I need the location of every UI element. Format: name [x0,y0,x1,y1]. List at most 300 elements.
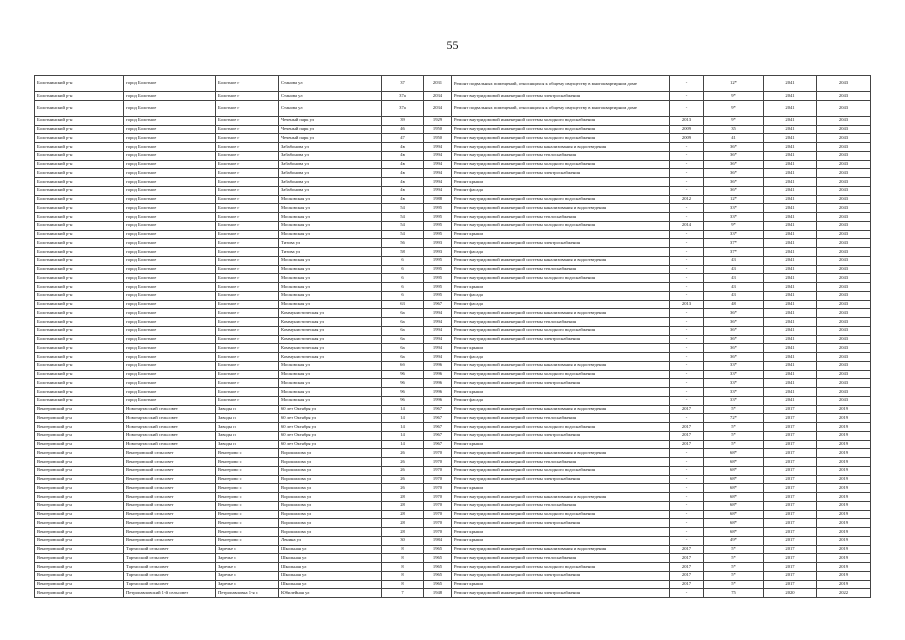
cell-year-built: 1970 [424,493,452,502]
cell-wear: 5* [704,440,764,449]
cell-wear: 5* [704,431,764,440]
cell-year-built: 1994 [424,151,452,160]
cell-start-year: 2017 [764,475,817,484]
cell-municipality: Венгеровский сельсовет [124,449,216,458]
cell-end-year: 2019 [817,414,871,423]
cell-last-repair-year: - [670,353,704,362]
cell-wear: 68* [704,510,764,519]
cell-municipality: город Болотное [124,125,216,134]
cell-house: 26 [382,484,424,493]
cell-wear: 68* [704,466,764,475]
table-row [35,545,871,554]
cell-start-year: 2017 [764,510,817,519]
cell-year-built: 1995 [424,274,452,283]
cell-work-type: Ремонт крыши [452,344,670,353]
cell-last-repair-year: - [670,501,704,510]
cell-municipality: Венгеровский сельсовет [124,466,216,475]
cell-municipality: Новотартасский сельсовет [124,405,216,414]
table-row [35,274,871,283]
cell-last-repair-year: - [670,466,704,475]
cell-street: Московская ул [279,396,382,405]
cell-last-repair-year: - [670,361,704,370]
cell-last-repair-year: - [670,151,704,160]
cell-district: Венгеровский р-н [35,484,124,493]
cell-year-built: 1996 [424,396,452,405]
cell-work-type: Ремонт фасада [452,291,670,300]
cell-municipality: город Болотное [124,116,216,125]
cell-district: Болотнинский р-н [35,396,124,405]
cell-start-year: 2017 [764,493,817,502]
cell-house: 96 [382,370,424,379]
cell-work-type: Ремонт внутридомовой инженерной системы электроснабжения [452,519,670,528]
cell-last-repair-year: - [670,239,704,248]
cell-work-type: Ремонт крыши [452,230,670,239]
cell-district: Болотнинский р-н [35,344,124,353]
cell-settlement: Болотное г [216,309,279,318]
cell-municipality: город Болотное [124,396,216,405]
cell-settlement: Болотное г [216,160,279,169]
cell-year-built: 1967 [424,440,452,449]
cell-start-year: 2017 [764,466,817,475]
cell-year-built: 1995 [424,283,452,292]
cell-municipality: Венгеровский сельсовет [124,510,216,519]
cell-wear: 36* [704,143,764,152]
cell-last-repair-year: - [670,536,704,545]
cell-district: Болотнинский р-н [35,151,124,160]
cell-year-built: 1996 [424,361,452,370]
cell-settlement: Болотное г [216,300,279,309]
cell-municipality: Венгеровский сельсовет [124,484,216,493]
cell-work-type: Ремонт фасада [452,300,670,309]
cell-street: Коммунистическая ул [279,309,382,318]
cell-house: 6а [382,309,424,318]
cell-district: Болотнинский р-н [35,186,124,195]
cell-last-repair-year: - [670,335,704,344]
repair-schedule-table [34,75,871,598]
cell-end-year: 2043 [817,100,871,116]
table-row [35,388,871,397]
cell-start-year: 2041 [764,100,817,116]
cell-settlement: Заречье с [216,554,279,563]
cell-house: 4в [382,169,424,178]
cell-year-built: 1965 [424,545,452,554]
cell-district: Венгеровский р-н [35,589,124,598]
table-row [35,353,871,362]
cell-work-type: Ремонт внутридомовой инженерной системы канализования и водоотведения [452,204,670,213]
cell-end-year: 2043 [817,151,871,160]
cell-year-built: 1995 [424,204,452,213]
table-row [35,134,871,143]
cell-wear: 43 [704,256,764,265]
cell-street: Забабонова ул [279,151,382,160]
cell-start-year: 2017 [764,449,817,458]
cell-year-built: 1995 [424,213,452,222]
cell-settlement: Венгерово с [216,458,279,467]
cell-end-year: 2043 [817,370,871,379]
cell-house: 14 [382,431,424,440]
cell-street: Ворошилова ул [279,501,382,510]
cell-municipality: Новотартасский сельсовет [124,414,216,423]
cell-wear: 43 [704,265,764,274]
cell-house: 6а [382,326,424,335]
cell-year-built: 1994 [424,353,452,362]
cell-start-year: 2041 [764,256,817,265]
cell-municipality: город Болотное [124,283,216,292]
table-row [35,143,871,152]
cell-district: Болотнинский р-н [35,309,124,318]
cell-street: Московская ул [279,283,382,292]
cell-street: Ворошилова ул [279,458,382,467]
cell-district: Болотнинский р-н [35,265,124,274]
cell-municipality: город Болотное [124,195,216,204]
cell-end-year: 2019 [817,554,871,563]
cell-street: Ворошилова ул [279,466,382,475]
cell-settlement: Болотное г [216,221,279,230]
cell-municipality: город Болотное [124,230,216,239]
cell-end-year: 2043 [817,134,871,143]
cell-work-type: Ремонт внутридомовой инженерной системы канализования и водоотведения [452,545,670,554]
cell-work-type: Ремонт внутридомовой инженерной системы теплоснабжения [452,458,670,467]
cell-last-repair-year: 2009 [670,125,704,134]
cell-end-year: 2019 [817,440,871,449]
cell-settlement: Болотное г [216,283,279,292]
cell-start-year: 2041 [764,388,817,397]
cell-last-repair-year: 2017 [670,405,704,414]
table-row [35,475,871,484]
cell-end-year: 2043 [817,291,871,300]
cell-work-type: Ремонт внутридомовой инженерной системы холодного водоснабжения [452,466,670,475]
table-row [35,344,871,353]
cell-year-built: 1984 [424,536,452,545]
cell-last-repair-year: - [670,230,704,239]
cell-district: Болотнинский р-н [35,134,124,143]
cell-street: Ворошилова ул [279,510,382,519]
cell-street: Забабонова ул [279,178,382,187]
cell-start-year: 2041 [764,361,817,370]
cell-last-repair-year: 2017 [670,431,704,440]
repair-schedule-table-wrapper [34,75,870,598]
cell-municipality: город Болотное [124,256,216,265]
cell-municipality: город Болотное [124,274,216,283]
cell-last-repair-year: 2013 [670,116,704,125]
cell-municipality: город Болотное [124,213,216,222]
cell-start-year: 2041 [764,204,817,213]
cell-end-year: 2019 [817,536,871,545]
cell-district: Болотнинский р-н [35,221,124,230]
cell-wear: 5* [704,580,764,589]
cell-year-built: 1970 [424,458,452,467]
cell-settlement: Венгерово с [216,484,279,493]
cell-wear: 5* [704,571,764,580]
cell-work-type: Ремонт крыши [452,283,670,292]
cell-district: Венгеровский р-н [35,449,124,458]
cell-work-type: Ремонт внутридомовой инженерной системы электроснабжения [452,431,670,440]
cell-house: 30 [382,536,424,545]
cell-end-year: 2043 [817,186,871,195]
cell-end-year: 2043 [817,361,871,370]
cell-street: Коммунистическая ул [279,318,382,327]
cell-year-built: 1996 [424,379,452,388]
cell-start-year: 2041 [764,396,817,405]
table-row [35,160,871,169]
cell-district: Венгеровский р-н [35,528,124,537]
cell-wear: 5* [704,423,764,432]
cell-start-year: 2041 [764,213,817,222]
cell-street: Станова ул [279,76,382,92]
cell-year-built: 1994 [424,318,452,327]
cell-year-built: 1970 [424,501,452,510]
table-row [35,76,871,92]
cell-wear: 36* [704,178,764,187]
table-row [35,178,871,187]
cell-work-type: Ремонт внутридомовой инженерной системы холодного водоснабжения [452,160,670,169]
cell-municipality: город Болотное [124,388,216,397]
cell-wear: 9* [704,221,764,230]
cell-settlement: Болотное г [216,265,279,274]
cell-street: Московская ул [279,274,382,283]
cell-work-type: Ремонт внутридомовой инженерной системы теплоснабжения [452,213,670,222]
cell-municipality: город Болотное [124,379,216,388]
cell-year-built: 1995 [424,291,452,300]
cell-house: 58 [382,248,424,257]
table-row [35,100,871,116]
cell-end-year: 2043 [817,300,871,309]
cell-settlement: Болотное г [216,248,279,257]
cell-settlement: Заводы п [216,423,279,432]
cell-work-type: Ремонт крыши [452,536,670,545]
cell-street: 60 лет Октября ул [279,414,382,423]
cell-house: 26 [382,475,424,484]
cell-district: Болотнинский р-н [35,125,124,134]
cell-year-built: 1994 [424,309,452,318]
cell-settlement: Болотное г [216,326,279,335]
table-row [35,291,871,300]
cell-house: 6 [382,265,424,274]
cell-street: Московская ул [279,388,382,397]
cell-settlement: Венгерово с [216,510,279,519]
cell-municipality: город Болотное [124,361,216,370]
table-row [35,326,871,335]
cell-year-built: 1994 [424,169,452,178]
cell-start-year: 2017 [764,431,817,440]
cell-house: 28 [382,493,424,502]
cell-settlement: Венгерово с [216,493,279,502]
cell-last-repair-year: - [670,493,704,502]
cell-municipality: город Болотное [124,178,216,187]
cell-end-year: 2019 [817,484,871,493]
cell-start-year: 2041 [764,379,817,388]
cell-work-type: Ремонт внутридомовой инженерной системы теплоснабжения [452,554,670,563]
cell-municipality: город Болотное [124,92,216,101]
cell-house: 96 [382,396,424,405]
cell-street: Забабонова ул [279,186,382,195]
cell-work-type: Ремонт внутридомовой инженерной системы канализования и водоотведения [452,143,670,152]
cell-settlement: Венгерово с [216,449,279,458]
cell-house: 56 [382,239,424,248]
cell-year-built: 1950 [424,125,452,134]
cell-end-year: 2043 [817,283,871,292]
cell-work-type: Ремонт внутридомовой инженерной системы электроснабжения [452,92,670,101]
cell-work-type: Ремонт внутридомовой инженерной системы электроснабжения [452,571,670,580]
cell-settlement: Болотное г [216,92,279,101]
cell-house: 6а [382,344,424,353]
cell-municipality: город Болотное [124,76,216,92]
cell-end-year: 2043 [817,178,871,187]
cell-wear: 33* [704,230,764,239]
cell-street: Станова ул [279,100,382,116]
cell-year-built: 1970 [424,466,452,475]
cell-house: 28 [382,528,424,537]
cell-street: Московская ул [279,379,382,388]
cell-district: Венгеровский р-н [35,458,124,467]
cell-work-type: Ремонт фасада [452,186,670,195]
cell-start-year: 2041 [764,344,817,353]
cell-house: 6а [382,335,424,344]
cell-start-year: 2041 [764,291,817,300]
cell-wear: 35 [704,125,764,134]
cell-year-built: 1994 [424,326,452,335]
cell-start-year: 2041 [764,143,817,152]
cell-work-type: Ремонт крыши [452,178,670,187]
cell-municipality: город Болотное [124,143,216,152]
cell-last-repair-year: - [670,291,704,300]
cell-start-year: 2041 [764,335,817,344]
cell-street: Титова ул [279,239,382,248]
cell-municipality: Тартасский сельсовет [124,545,216,554]
table-row [35,204,871,213]
cell-last-repair-year: - [670,169,704,178]
cell-settlement: Заречье с [216,545,279,554]
table-row [35,151,871,160]
cell-settlement: Заводы п [216,431,279,440]
cell-district: Болотнинский р-н [35,300,124,309]
cell-last-repair-year: - [670,475,704,484]
cell-settlement: Венгерово с [216,466,279,475]
cell-work-type: Ремонт внутридомовой инженерной системы канализования и водоотведения [452,256,670,265]
cell-start-year: 2041 [764,300,817,309]
cell-municipality: Новотартасский сельсовет [124,431,216,440]
cell-municipality: город Болотное [124,335,216,344]
cell-wear: 36* [704,335,764,344]
cell-house: 8 [382,554,424,563]
cell-house: 39 [382,116,424,125]
cell-end-year: 2043 [817,92,871,101]
cell-district: Венгеровский р-н [35,466,124,475]
cell-start-year: 2017 [764,563,817,572]
cell-work-type: Ремонт внутридомовой инженерной системы электроснабжения [452,239,670,248]
cell-end-year: 2043 [817,76,871,92]
cell-start-year: 2041 [764,318,817,327]
cell-house: 6а [382,353,424,362]
cell-last-repair-year: - [670,76,704,92]
table-row [35,501,871,510]
cell-wear: 5* [704,405,764,414]
cell-year-built: 1996 [424,370,452,379]
cell-last-repair-year: - [670,265,704,274]
page-number: 55 [446,38,459,52]
cell-work-type: Ремонт внутридомовой инженерной системы холодного водоснабжения [452,125,670,134]
cell-last-repair-year: 2014 [670,221,704,230]
cell-district: Болотнинский р-н [35,248,124,257]
cell-work-type: Ремонт внутридомовой инженерной системы электроснабжения [452,335,670,344]
cell-wear: 36* [704,353,764,362]
cell-settlement: Болотное г [216,388,279,397]
cell-start-year: 2017 [764,405,817,414]
cell-end-year: 2043 [817,309,871,318]
cell-street: Московская ул [279,230,382,239]
cell-street: Ворошилова ул [279,449,382,458]
table-row [35,248,871,257]
cell-start-year: 2017 [764,458,817,467]
cell-district: Болотнинский р-н [35,100,124,116]
cell-last-repair-year: - [670,396,704,405]
table-row [35,125,871,134]
cell-work-type: Ремонт внутридомовой инженерной системы канализования и водоотведения [452,449,670,458]
cell-street: Забабонова ул [279,169,382,178]
cell-house: 7 [382,589,424,598]
cell-street: 60 лет Октября ул [279,431,382,440]
cell-work-type: Ремонт внутридомовой инженерной системы холодного водоснабжения [452,423,670,432]
table-row [35,239,871,248]
cell-start-year: 2017 [764,501,817,510]
cell-start-year: 2041 [764,274,817,283]
cell-street: Станова ул [279,92,382,101]
cell-house: 14 [382,440,424,449]
cell-wear: 5* [704,554,764,563]
cell-wear: 48 [704,300,764,309]
cell-wear: 43 [704,291,764,300]
cell-last-repair-year: - [670,178,704,187]
cell-end-year: 2043 [817,353,871,362]
cell-work-type: Ремонт внутридомовой инженерной системы электроснабжения [452,589,670,598]
cell-last-repair-year: - [670,388,704,397]
cell-last-repair-year: - [670,100,704,116]
cell-street: Московская ул [279,195,382,204]
cell-end-year: 2043 [817,221,871,230]
cell-wear: 33* [704,396,764,405]
cell-house: 96 [382,388,424,397]
cell-house: 47 [382,134,424,143]
cell-last-repair-year: - [670,309,704,318]
cell-last-repair-year: - [670,186,704,195]
cell-last-repair-year: - [670,204,704,213]
table-body [35,76,871,598]
cell-street: Коммунистическая ул [279,353,382,362]
cell-municipality: город Болотное [124,160,216,169]
cell-street: Коммунистическая ул [279,344,382,353]
cell-end-year: 2043 [817,204,871,213]
cell-street: Коммунистическая ул [279,335,382,344]
cell-last-repair-year: - [670,256,704,265]
cell-work-type: Ремонт фасада [452,353,670,362]
cell-house: 4в [382,143,424,152]
cell-district: Венгеровский р-н [35,545,124,554]
cell-last-repair-year: - [670,458,704,467]
table-row [35,563,871,572]
cell-work-type: Ремонт крыши [452,388,670,397]
table-row [35,571,871,580]
cell-municipality: Тартасский сельсовет [124,563,216,572]
cell-settlement: Болотное г [216,195,279,204]
cell-end-year: 2022 [817,589,871,598]
cell-year-built: 1994 [424,335,452,344]
cell-last-repair-year: - [670,213,704,222]
cell-start-year: 2041 [764,178,817,187]
cell-wear: 68* [704,528,764,537]
cell-start-year: 2041 [764,239,817,248]
cell-street: Московская ул [279,221,382,230]
cell-end-year: 2019 [817,510,871,519]
